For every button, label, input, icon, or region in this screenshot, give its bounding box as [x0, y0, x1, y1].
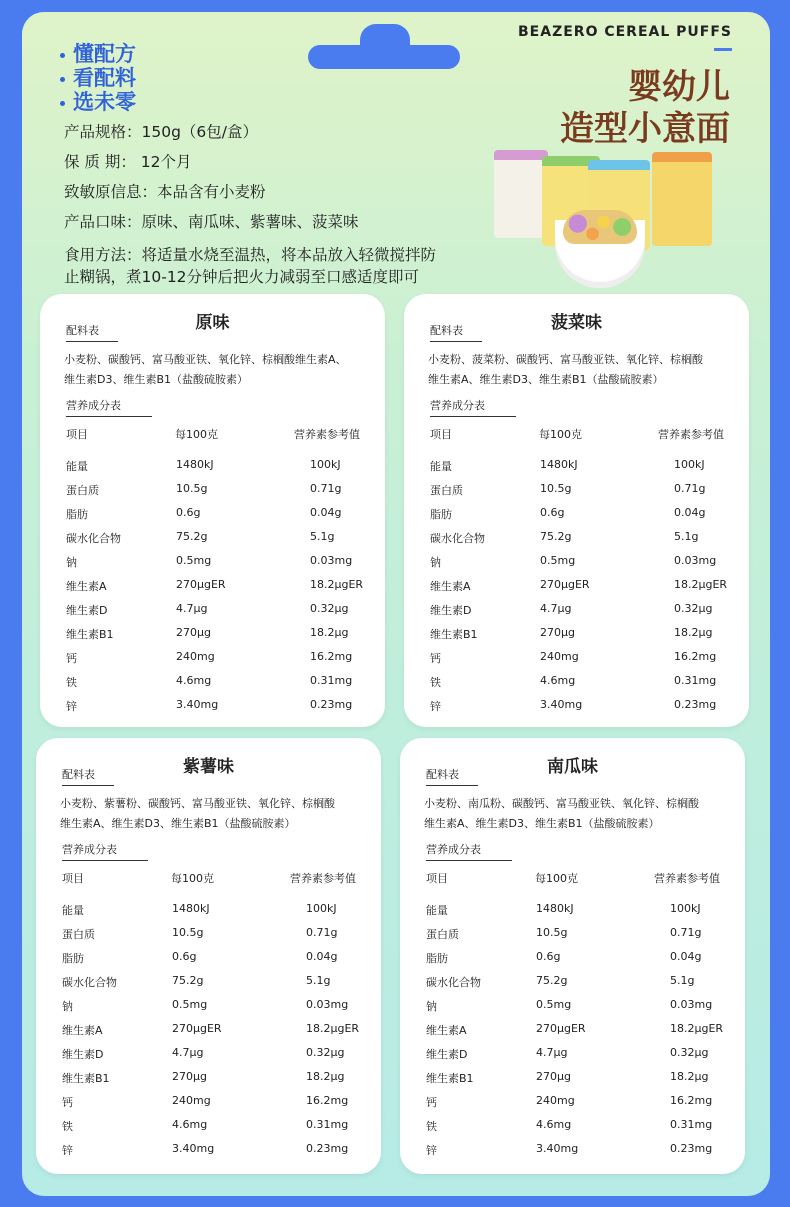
column-header: 营养素参考值 [294, 428, 360, 441]
nutrient-per100: 240mg [172, 1094, 211, 1107]
nutrient-name: 维生素D [66, 604, 108, 617]
nutrient-nrv: 100kJ [306, 902, 337, 915]
column-header: 每100克 [539, 428, 582, 441]
nutrient-nrv: 16.2mg [674, 650, 717, 663]
product-box [494, 150, 548, 238]
nutrient-nrv: 5.1g [306, 974, 331, 987]
table-row [40, 458, 385, 478]
nutrient-per100: 10.5g [176, 482, 208, 495]
column-header: 每100克 [171, 872, 214, 885]
nutrient-nrv: 0.71g [306, 926, 338, 939]
heading-underline [430, 341, 482, 342]
flavors-text: 产品口味：原味、南瓜味、紫薯味、菠菜味 [64, 213, 359, 231]
table-row [40, 482, 385, 502]
nutrient-name: 锌 [430, 700, 441, 713]
table-row [404, 602, 749, 622]
nutrient-name: 能量 [426, 904, 448, 917]
nutrient-per100: 270μgER [172, 1022, 222, 1035]
table-row [404, 530, 749, 550]
table-row [40, 674, 385, 694]
table-row [400, 1070, 745, 1090]
table-row [40, 554, 385, 574]
card-title: 南瓜味 [547, 757, 598, 777]
table-row [404, 626, 749, 646]
nutrient-per100: 4.7μg [536, 1046, 568, 1059]
nutrient-name: 维生素B1 [430, 628, 478, 641]
column-header: 营养素参考值 [658, 428, 724, 441]
bullet-icon [60, 101, 65, 106]
nutrient-per100: 4.7μg [172, 1046, 204, 1059]
column-header: 每100克 [175, 428, 218, 441]
table-row [404, 554, 749, 574]
column-header: 项目 [66, 428, 88, 441]
nutrient-per100: 270μg [176, 626, 211, 639]
nutrition-card-spinach [404, 294, 749, 727]
nutrient-per100: 270μg [172, 1070, 207, 1083]
bullet-icon [60, 53, 65, 58]
heading-underline [62, 860, 148, 861]
nutrient-name: 碳水化合物 [430, 532, 485, 545]
nutrition-card-original [40, 294, 385, 727]
nutrient-per100: 0.6g [540, 506, 565, 519]
nutrient-name: 蛋白质 [62, 928, 95, 941]
column-header: 项目 [426, 872, 448, 885]
nutrient-name: 维生素D [430, 604, 472, 617]
nutrient-nrv: 18.2μgER [306, 1022, 360, 1035]
ingredients-text: 维生素A、维生素D3、维生素B1（盐酸硫胺素） [428, 373, 664, 386]
table-row [400, 974, 745, 994]
table-row [36, 1070, 381, 1090]
nutrient-per100: 0.6g [176, 506, 201, 519]
heading-underline [66, 416, 152, 417]
nutrient-name: 蛋白质 [426, 928, 459, 941]
nutrient-nrv: 0.32μg [306, 1046, 345, 1059]
brand-name: BEAZERO CEREAL PUFFS [518, 24, 732, 40]
table-row [40, 578, 385, 598]
nutrient-name: 脂肪 [426, 952, 448, 965]
table-row [400, 1022, 745, 1042]
column-header: 营养素参考值 [290, 872, 356, 885]
column-header: 项目 [430, 428, 452, 441]
table-row [40, 698, 385, 718]
ingredients-text: 维生素A、维生素D3、维生素B1（盐酸硫胺素） [424, 817, 660, 830]
nutrient-name: 铁 [62, 1120, 73, 1133]
nutrition-card-purple-potato [36, 738, 381, 1174]
nutrient-per100: 10.5g [172, 926, 204, 939]
nutrient-name: 维生素A [62, 1024, 103, 1037]
heading-underline [426, 785, 478, 786]
nutrient-name: 钙 [66, 652, 77, 665]
nutrient-per100: 10.5g [540, 482, 572, 495]
nutrient-nrv: 18.2μg [674, 626, 713, 639]
nutrient-nrv: 0.23mg [674, 698, 717, 711]
table-row [40, 602, 385, 622]
nutrient-name: 钙 [62, 1096, 73, 1109]
top-tab-bar [308, 45, 460, 69]
feature-tag: 懂配方 [60, 42, 136, 66]
product-box [652, 152, 712, 246]
table-row [404, 698, 749, 718]
nutrient-nrv: 18.2μg [310, 626, 349, 639]
heading-underline [62, 785, 114, 786]
nutrient-per100: 270μgER [536, 1022, 586, 1035]
nutrient-name: 维生素D [426, 1048, 468, 1061]
table-row [404, 650, 749, 670]
nutrient-nrv: 0.71g [670, 926, 702, 939]
table-row [40, 626, 385, 646]
nutrient-per100: 270μg [540, 626, 575, 639]
nutrient-per100: 240mg [540, 650, 579, 663]
nutrient-nrv: 16.2mg [670, 1094, 713, 1107]
nutrient-name: 脂肪 [62, 952, 84, 965]
table-row [404, 458, 749, 478]
nutrient-per100: 1480kJ [176, 458, 214, 471]
nutrient-name: 碳水化合物 [66, 532, 121, 545]
shelf-life-text: 保 质 期： 12个月 [64, 153, 192, 171]
table-row [36, 1142, 381, 1162]
table-row [36, 902, 381, 922]
nutrition-heading: 营养成分表 [430, 399, 485, 412]
nutrient-nrv: 0.23mg [310, 698, 353, 711]
ingredients-text: 维生素D3、维生素B1（盐酸硫胺素） [64, 373, 249, 386]
table-row [40, 530, 385, 550]
nutrient-per100: 270μgER [176, 578, 226, 591]
nutrient-name: 能量 [62, 904, 84, 917]
ingredients-text: 小麦粉、紫薯粉、碳酸钙、富马酸亚铁、氧化锌、棕榈酸 [60, 797, 335, 810]
nutrient-per100: 3.40mg [176, 698, 219, 711]
nutrient-nrv: 0.31mg [674, 674, 717, 687]
nutrient-name: 脂肪 [430, 508, 452, 521]
nutrient-per100: 75.2g [176, 530, 208, 543]
nutrient-name: 锌 [66, 700, 77, 713]
nutrient-per100: 3.40mg [536, 1142, 579, 1155]
nutrient-per100: 4.6mg [540, 674, 576, 687]
ingredients-text: 小麦粉、菠菜粉、碳酸钙、富马酸亚铁、氧化锌、棕榈酸 [428, 353, 703, 366]
ingredients-heading: 配料表 [430, 324, 463, 337]
nutrient-name: 锌 [426, 1144, 437, 1157]
nutrient-nrv: 0.71g [674, 482, 706, 495]
column-header: 项目 [62, 872, 84, 885]
nutrient-per100: 1480kJ [172, 902, 210, 915]
nutrient-name: 铁 [66, 676, 77, 689]
nutrient-per100: 75.2g [536, 974, 568, 987]
feature-tags [60, 42, 136, 114]
nutrient-name: 脂肪 [66, 508, 88, 521]
nutrient-name: 碳水化合物 [62, 976, 117, 989]
table-row [40, 650, 385, 670]
ingredients-heading: 配料表 [426, 768, 459, 781]
nutrient-nrv: 5.1g [670, 974, 695, 987]
card-title: 原味 [195, 313, 230, 333]
nutrient-name: 钙 [426, 1096, 437, 1109]
table-row [404, 578, 749, 598]
nutrient-nrv: 18.2μgER [310, 578, 364, 591]
table-row [36, 1022, 381, 1042]
nutrient-name: 维生素B1 [66, 628, 114, 641]
nutrient-nrv: 18.2μg [670, 1070, 709, 1083]
nutrient-per100: 270μgER [540, 578, 590, 591]
nutrient-nrv: 0.04g [674, 506, 706, 519]
nutrient-per100: 4.6mg [536, 1118, 572, 1131]
allergen-text: 致敏原信息：本品含有小麦粉 [64, 183, 266, 201]
nutrient-per100: 75.2g [540, 530, 572, 543]
nutrient-per100: 3.40mg [172, 1142, 215, 1155]
nutrient-name: 维生素B1 [426, 1072, 474, 1085]
table-row [40, 506, 385, 526]
method-text: 食用方法：将适量水烧至温热，将本品放入轻微搅拌防 止糊锅，煮10-12分钟后把火力减弱至口感适度即可 [64, 246, 437, 286]
nutrient-nrv: 100kJ [674, 458, 705, 471]
nutrient-per100: 240mg [536, 1094, 575, 1107]
nutrient-per100: 3.40mg [540, 698, 583, 711]
nutrient-per100: 4.7μg [176, 602, 208, 615]
nutrition-heading: 营养成分表 [426, 843, 481, 856]
nutrient-name: 铁 [430, 676, 441, 689]
table-row [36, 998, 381, 1018]
nutrient-nrv: 0.31mg [310, 674, 353, 687]
nutrient-name: 维生素D [62, 1048, 104, 1061]
nutrient-nrv: 0.03mg [670, 998, 713, 1011]
table-row [400, 1118, 745, 1138]
nutrient-per100: 75.2g [172, 974, 204, 987]
nutrient-nrv: 18.2μgER [670, 1022, 724, 1035]
card-title: 紫薯味 [183, 757, 234, 777]
nutrient-nrv: 0.03mg [674, 554, 717, 567]
nutrient-nrv: 0.03mg [310, 554, 353, 567]
table-header [404, 426, 749, 446]
nutrient-nrv: 100kJ [310, 458, 341, 471]
table-row [36, 1094, 381, 1114]
ingredients-text: 小麦粉、南瓜粉、碳酸钙、富马酸亚铁、氧化锌、棕榈酸 [424, 797, 699, 810]
nutrient-name: 能量 [430, 460, 452, 473]
heading-underline [430, 416, 516, 417]
table-row [404, 482, 749, 502]
nutrient-per100: 0.5mg [540, 554, 576, 567]
nutrient-nrv: 0.04g [310, 506, 342, 519]
brand-underline [714, 48, 732, 51]
nutrient-per100: 4.6mg [176, 674, 212, 687]
ingredients-text: 维生素A、维生素D3、维生素B1（盐酸硫胺素） [60, 817, 296, 830]
nutrient-name: 维生素A [66, 580, 107, 593]
nutrient-per100: 270μg [536, 1070, 571, 1083]
table-row [404, 674, 749, 694]
table-row [400, 950, 745, 970]
nutrient-name: 维生素A [426, 1024, 467, 1037]
ingredients-text: 小麦粉、碳酸钙、富马酸亚铁、氧化锌、棕榈酸维生素A、 [64, 353, 347, 366]
feature-tag: 选未零 [60, 90, 136, 114]
table-row [36, 926, 381, 946]
nutrient-per100: 4.7μg [540, 602, 572, 615]
nutrient-nrv: 16.2mg [310, 650, 353, 663]
nutrition-heading: 营养成分表 [66, 399, 121, 412]
table-row [400, 902, 745, 922]
table-row [400, 1142, 745, 1162]
table-header [400, 870, 745, 890]
table-row [36, 974, 381, 994]
nutrition-card-pumpkin [400, 738, 745, 1174]
nutrient-per100: 1480kJ [540, 458, 578, 471]
nutrient-nrv: 0.23mg [306, 1142, 349, 1155]
nutrient-name: 维生素B1 [62, 1072, 110, 1085]
table-row [400, 1094, 745, 1114]
nutrient-name: 碳水化合物 [426, 976, 481, 989]
nutrient-nrv: 0.04g [670, 950, 702, 963]
nutrient-nrv: 5.1g [310, 530, 335, 543]
nutrient-per100: 0.5mg [176, 554, 212, 567]
nutrient-nrv: 100kJ [670, 902, 701, 915]
ingredients-heading: 配料表 [66, 324, 99, 337]
nutrient-name: 钠 [66, 556, 77, 569]
nutrient-name: 蛋白质 [430, 484, 463, 497]
nutrient-nrv: 0.03mg [306, 998, 349, 1011]
nutrient-nrv: 0.32μg [670, 1046, 709, 1059]
table-row [400, 1046, 745, 1066]
nutrient-name: 钠 [430, 556, 441, 569]
table-row [400, 998, 745, 1018]
table-row [404, 506, 749, 526]
nutrient-nrv: 0.71g [310, 482, 342, 495]
column-header: 每100克 [535, 872, 578, 885]
feature-tag: 看配料 [60, 66, 136, 90]
nutrient-nrv: 0.32μg [310, 602, 349, 615]
nutrient-name: 蛋白质 [66, 484, 99, 497]
nutrient-per100: 0.5mg [172, 998, 208, 1011]
nutrient-nrv: 0.31mg [670, 1118, 713, 1131]
nutrient-per100: 1480kJ [536, 902, 574, 915]
nutrient-name: 能量 [66, 460, 88, 473]
nutrient-nrv: 0.04g [306, 950, 338, 963]
nutrient-nrv: 0.32μg [674, 602, 713, 615]
table-row [36, 1046, 381, 1066]
heading-underline [66, 341, 118, 342]
nutrient-name: 钠 [426, 1000, 437, 1013]
nutrient-per100: 0.6g [172, 950, 197, 963]
nutrient-per100: 240mg [176, 650, 215, 663]
nutrient-nrv: 18.2μgER [674, 578, 728, 591]
table-header [40, 426, 385, 446]
product-title: 婴幼儿 造型小意面 [560, 67, 730, 149]
nutrient-name: 铁 [426, 1120, 437, 1133]
nutrient-per100: 0.5mg [536, 998, 572, 1011]
nutrient-nrv: 16.2mg [306, 1094, 349, 1107]
ingredients-heading: 配料表 [62, 768, 95, 781]
nutrient-name: 钙 [430, 652, 441, 665]
bullet-icon [60, 77, 65, 82]
nutrient-name: 钠 [62, 1000, 73, 1013]
nutrient-per100: 4.6mg [172, 1118, 208, 1131]
nutrient-per100: 10.5g [536, 926, 568, 939]
heading-underline [426, 860, 512, 861]
table-row [36, 950, 381, 970]
nutrient-nrv: 0.23mg [670, 1142, 713, 1155]
nutrient-nrv: 5.1g [674, 530, 699, 543]
table-header [36, 870, 381, 890]
nutrient-per100: 0.6g [536, 950, 561, 963]
table-row [36, 1118, 381, 1138]
card-title: 菠菜味 [551, 313, 602, 333]
nutrient-nrv: 0.31mg [306, 1118, 349, 1131]
nutrient-nrv: 18.2μg [306, 1070, 345, 1083]
product-info [64, 122, 464, 288]
nutrition-heading: 营养成分表 [62, 843, 117, 856]
nutrient-name: 维生素A [430, 580, 471, 593]
nutrient-name: 锌 [62, 1144, 73, 1157]
table-row [400, 926, 745, 946]
column-header: 营养素参考值 [654, 872, 720, 885]
spec-text: 产品规格：150g（6包/盒） [64, 123, 259, 141]
